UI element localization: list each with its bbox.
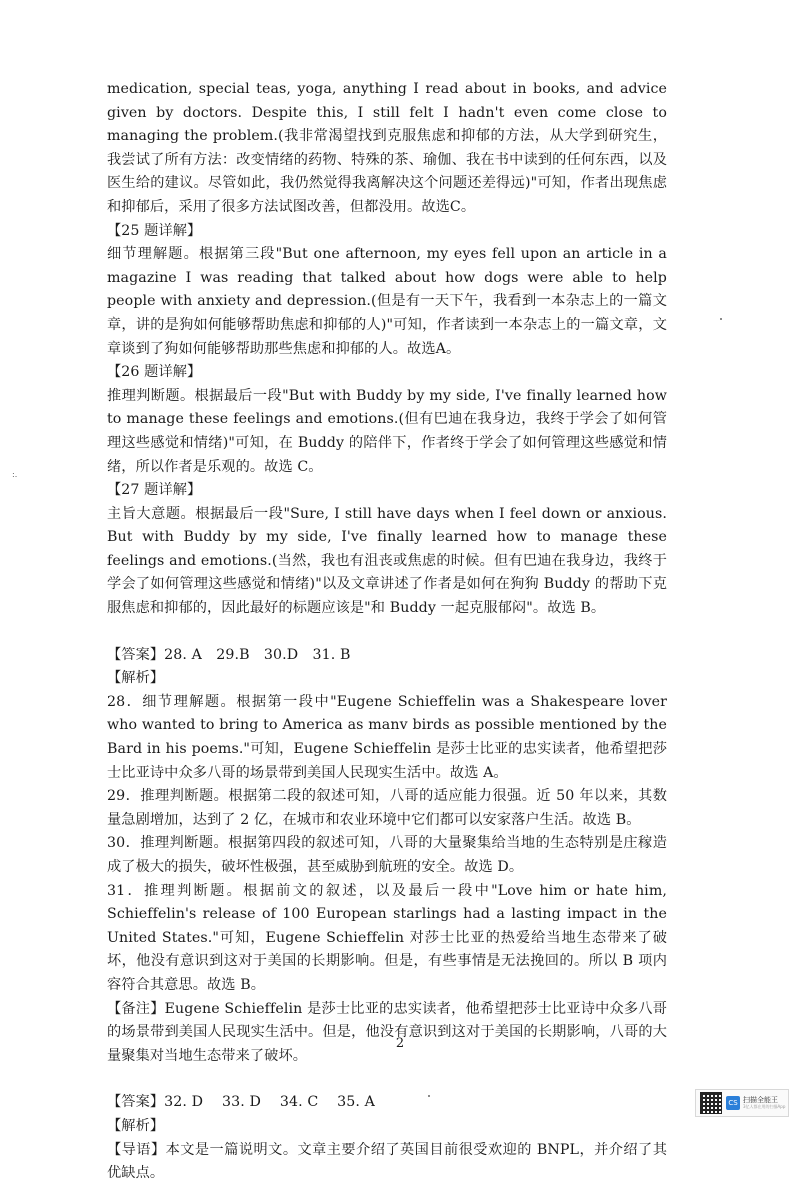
heading-q27: 【27 题详解】 (107, 482, 202, 499)
spacer (107, 621, 667, 644)
cs-logo-icon: CS (726, 1096, 740, 1110)
qr-code-icon (700, 1092, 722, 1114)
heading-q25: 【25 题详解】 (107, 222, 202, 239)
spacer (107, 1068, 667, 1091)
scanner-watermark (695, 1089, 789, 1117)
heading-q26: 【26 题详解】 (107, 364, 202, 381)
paragraph-intro: 【导语】本文是一篇说明文。文章主要介绍了英国目前很受欢迎的 BNPL，并介绍了其优缺点。 (107, 1141, 667, 1182)
paragraph-q26: 推理判断题。根据最后一段"But with Buddy by my side, I've finally learned how to manage these feelings and emotions.(但有巴迪在我身边，我终于学会了如何管理这些感觉和情绪)"可知，在 Buddy 的陪伴下，作者终于学会了如何管理这些感觉和情绪，所以作者是乐观的。故选 C。 (107, 387, 667, 475)
document-body (107, 78, 667, 1186)
paragraph-note: 【备注】Eugene Schieffelin 是莎士比亚的忠实读者，他希望把莎士比亚诗中众多八哥的场景带到美国人民现实生活中。但是，他没有意识到这对于美国的长期影响，八哥的大量聚集对当地生态带来了破坏。 (107, 1000, 667, 1064)
answers-32-35: 【答案】32. D 33. D 34. C 35. A (107, 1094, 375, 1111)
paragraph-q31: 31．推理判断题。根据前文的叙述，以及最后一段中"Love him or hate him, Schieffelin's release of 100 European starlings had a lasting impact in the United States."可知，Eugene Schieffelin 对莎士比亚的热爱给当地生态带来了破坏，他没有意识到这对于美国的长期影响。但是，有些事情是无法挽回的。所以 B 项内容符合其意思。故选 B。 (107, 882, 667, 993)
scan-dot (428, 1095, 430, 1097)
answers-28-31: 【答案】28. A 29.B 30.D 31. B (107, 646, 351, 663)
scan-dot (720, 318, 722, 320)
scanner-title: 扫描全能王 (743, 1095, 778, 1104)
analysis-heading-2: 【解析】 (107, 1117, 165, 1134)
paragraph-q25: 细节理解题。根据第三段"But one afternoon, my eyes fell upon an article in a magazine I was reading that talked about how dogs were able to help people with anxiety and depression.(但是有一天下午，我看到一本杂志上的一篇文章，讲的是狗如何能够帮助焦虑和抑郁的人)"可知，作者读到一本杂志上的一篇文章，文章谈到了狗如何能够帮助那些焦虑和抑郁的人。故选A。 (107, 246, 667, 357)
paragraph-q30: 30．推理判断题。根据第四段的叙述可知，八哥的大量聚集给当地的生态特别是庄稼造成了极大的损失，破坏性极强，甚至威胁到航班的安全。故选 D。 (107, 835, 667, 875)
paragraph-continuation: medication, special teas, yoga, anything I read about in books, and advice given by doctors. Despite this, I still felt I hadn't even come close to managing the problem.(我非常渴望找到克服焦虑和抑郁的方法，从大学到研究生，我尝试了所有方法：改变情绪的药物、特殊的茶、瑜伽、我在书中读到的任何东西，以及医生给的建议。尽管如此，我仍然觉得我离解决这个问题还差得远)"可知，作者出现焦虑和抑郁后，采用了很多方法试图改善，但都没用。故选C。 (107, 81, 667, 215)
margin-mark: :. (12, 470, 18, 479)
scanner-subtitle: 3亿人都在用的扫描App (743, 1103, 786, 1109)
paragraph-q27: 主旨大意题。根据最后一段"Sure, I still have days when I feel down or anxious. But with Buddy by my side, I've finally learned how to manage these feelings and emotions.(当然，我也有沮丧或焦虑的时候。但有巴迪在我身边，我终于学会了如何管理这些感觉和情绪)"以及文章讲述了作者是如何在狗狗 Buddy 的帮助下克服焦虑和抑郁的，因此最好的标题应该是"和 Buddy 一起克服郁闷"。故选 B。 (107, 505, 667, 617)
paragraph-q28: 28．细节理解题。根据第一段中"Eugene Schieffelin was a Shakespeare lover who wanted to bring to America as manv birds as possible mentioned by the Bard in his poems."可知，Eugene Schieffelin 是莎士比亚的忠实读者，他希望把莎士比亚诗中众多八哥的场景带到美国人民现实生活中。故选 A。 (107, 693, 667, 781)
scanner-badge-text (743, 1097, 785, 1109)
analysis-heading-1: 【解析】 (107, 670, 165, 687)
page-number: 2 (395, 1036, 405, 1051)
paragraph-q29: 29．推理判断题。根据第二段的叙述可知，八哥的适应能力很强。近 50 年以来，其数量急剧增加，达到了 2 亿，在城市和农业环境中它们都可以安家落户生活。故选 B。 (107, 788, 667, 828)
